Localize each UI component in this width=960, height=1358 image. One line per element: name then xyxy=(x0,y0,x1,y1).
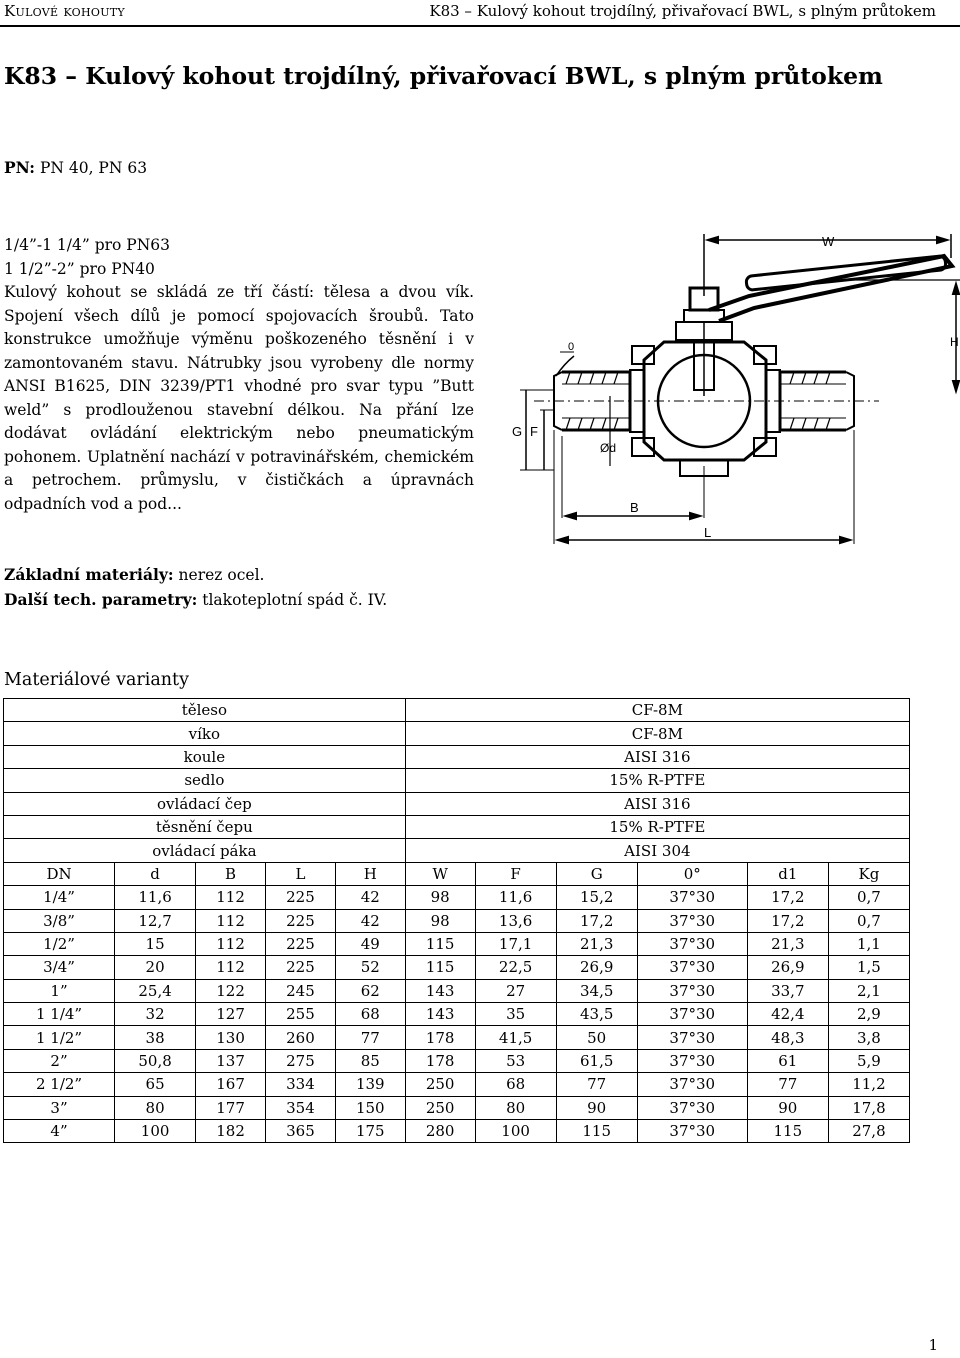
material-value: 15% R-PTFE xyxy=(405,769,909,792)
dimension-cell: 53 xyxy=(475,1049,556,1072)
dimension-cell: 27 xyxy=(475,979,556,1002)
label-od: Ød xyxy=(600,441,617,455)
dimension-cell: 38 xyxy=(115,1026,196,1049)
dimension-cell: 2,1 xyxy=(828,979,909,1002)
valve-drawing xyxy=(504,226,960,548)
dimension-cell: 354 xyxy=(266,1096,336,1119)
tech-parameters-value: tlakoteplotní spád č. IV. xyxy=(202,590,388,609)
label-h: H xyxy=(950,335,959,349)
dimension-cell: 13,6 xyxy=(475,909,556,932)
dimension-header: d1 xyxy=(747,862,828,885)
dimension-header: L xyxy=(266,862,336,885)
dimension-cell: 143 xyxy=(405,1003,475,1026)
base-materials-value: nerez ocel. xyxy=(178,566,265,584)
page-title: K83 – Kulový kohout trojdílný, přivařovací BWL, s plným průtokem xyxy=(4,62,883,90)
dimension-cell: 68 xyxy=(335,1003,405,1026)
material-row xyxy=(4,722,910,745)
header-section: Kulové kohouty xyxy=(4,2,125,20)
dimension-cell: 143 xyxy=(405,979,475,1002)
material-part: sedlo xyxy=(4,769,406,792)
dimension-cell: 3/4” xyxy=(4,956,115,979)
dimension-cell: 77 xyxy=(335,1026,405,1049)
dimension-cell: 167 xyxy=(196,1073,266,1096)
dimension-cell: 26,9 xyxy=(556,956,637,979)
dimension-cell: 50 xyxy=(556,1026,637,1049)
dimension-cell: 255 xyxy=(266,1003,336,1026)
dimension-cell: 21,3 xyxy=(556,932,637,955)
material-part: koule xyxy=(4,745,406,768)
dimension-cell: 1/2” xyxy=(4,932,115,955)
material-row xyxy=(4,745,910,768)
dimension-cell: 130 xyxy=(196,1026,266,1049)
dimension-header: d xyxy=(115,862,196,885)
dimension-cell: 137 xyxy=(196,1049,266,1072)
dimension-cell: 115 xyxy=(405,956,475,979)
dimension-cell: 26,9 xyxy=(747,956,828,979)
dimension-cell: 260 xyxy=(266,1026,336,1049)
dimension-cell: 365 xyxy=(266,1120,336,1143)
material-row xyxy=(4,769,910,792)
dimension-cell: 50,8 xyxy=(115,1049,196,1072)
dimension-row xyxy=(4,1073,910,1096)
pn-label: PN: xyxy=(4,158,35,177)
dimension-header: G xyxy=(556,862,637,885)
description-line-2: 1 1/2”-2” pro PN40 xyxy=(4,259,155,278)
dimension-cell: 80 xyxy=(475,1096,556,1119)
description-body: Kulový kohout se skládá ze tří částí: tělesa a dvou vík. Spojení všech dílů je pomocí spojovacích šroubů. Tato konstrukce umožňuje výměnu poškozeného těsnění i v zamontovaném stavu. Nátrubky jsou vyrobeny dle normy ANSI B1625, DIN 3239/PT1 vhodné pro svar typu ”Butt weld” s prodlouženou stavební délkou. Na přání lze dodávat ovládání elektrickým nebo pneumatickým pohonem. Uplatnění nachází v potravinářském, chemickém a petrochem. průmyslu, v čističkách a úpravnách odpadních vod a pod... xyxy=(4,283,474,513)
dimension-cell: 80 xyxy=(115,1096,196,1119)
material-value: AISI 304 xyxy=(405,839,909,862)
dimension-row xyxy=(4,1003,910,1026)
dimension-cell: 85 xyxy=(335,1049,405,1072)
dimension-cell: 20 xyxy=(115,956,196,979)
dimension-cell: 49 xyxy=(335,932,405,955)
material-value: AISI 316 xyxy=(405,745,909,768)
dimension-cell: 90 xyxy=(747,1096,828,1119)
dimension-cell: 37°30 xyxy=(637,932,747,955)
dimension-cell: 112 xyxy=(196,932,266,955)
dimension-cell: 77 xyxy=(747,1073,828,1096)
dimension-cell: 3/8” xyxy=(4,909,115,932)
dimension-cell: 0,7 xyxy=(828,909,909,932)
dimension-cell: 5,9 xyxy=(828,1049,909,1072)
dimension-row xyxy=(4,1026,910,1049)
dimension-cell: 112 xyxy=(196,909,266,932)
dimension-cell: 122 xyxy=(196,979,266,1002)
material-row xyxy=(4,699,910,722)
dimension-cell: 62 xyxy=(335,979,405,1002)
dimension-cell: 15,2 xyxy=(556,886,637,909)
running-header xyxy=(4,0,936,24)
dimension-cell: 43,5 xyxy=(556,1003,637,1026)
dimension-cell: 1 1/2” xyxy=(4,1026,115,1049)
dimension-cell: 100 xyxy=(115,1120,196,1143)
dimension-cell: 11,2 xyxy=(828,1073,909,1096)
dimension-cell: 61,5 xyxy=(556,1049,637,1072)
dimension-header: DN xyxy=(4,862,115,885)
material-row xyxy=(4,792,910,815)
dimension-cell: 21,3 xyxy=(747,932,828,955)
material-part: víko xyxy=(4,722,406,745)
material-value: CF-8M xyxy=(405,699,909,722)
dimension-cell: 1/4” xyxy=(4,886,115,909)
dimension-cell: 1” xyxy=(4,979,115,1002)
dimension-cell: 334 xyxy=(266,1073,336,1096)
dimension-cell: 98 xyxy=(405,886,475,909)
dimension-cell: 112 xyxy=(196,956,266,979)
label-b: B xyxy=(630,500,639,515)
material-part: ovládací čep xyxy=(4,792,406,815)
page-number: 1 xyxy=(928,1336,938,1354)
dimension-cell: 225 xyxy=(266,956,336,979)
dimension-cell: 225 xyxy=(266,909,336,932)
dimension-cell: 37°30 xyxy=(637,1049,747,1072)
tech-parameters xyxy=(4,588,387,613)
dimension-cell: 11,6 xyxy=(475,886,556,909)
dimension-cell: 1,1 xyxy=(828,932,909,955)
dimension-cell: 15 xyxy=(115,932,196,955)
dimension-header: W xyxy=(405,862,475,885)
label-w: W xyxy=(822,234,835,249)
dimension-header: Kg xyxy=(828,862,909,885)
dimension-cell: 275 xyxy=(266,1049,336,1072)
description xyxy=(4,234,474,516)
dimension-cell: 90 xyxy=(556,1096,637,1119)
dimension-cell: 37°30 xyxy=(637,1096,747,1119)
tech-parameters-label: Další tech. parametry: xyxy=(4,589,198,609)
dimension-cell: 112 xyxy=(196,886,266,909)
dimension-cell: 127 xyxy=(196,1003,266,1026)
dimension-cell: 65 xyxy=(115,1073,196,1096)
dimension-row xyxy=(4,932,910,955)
dimension-cell: 17,1 xyxy=(475,932,556,955)
dimension-cell: 225 xyxy=(266,932,336,955)
material-part: těsnění čepu xyxy=(4,815,406,838)
dimension-cell: 98 xyxy=(405,909,475,932)
dimension-cell: 41,5 xyxy=(475,1026,556,1049)
dimension-cell: 177 xyxy=(196,1096,266,1119)
dimension-cell: 2,9 xyxy=(828,1003,909,1026)
dimension-cell: 17,2 xyxy=(747,909,828,932)
base-materials-label: Základní materiály: xyxy=(4,565,174,584)
dimension-cell: 250 xyxy=(405,1096,475,1119)
dimension-cell: 115 xyxy=(405,932,475,955)
variants-title: Materiálové varianty xyxy=(4,670,189,690)
dimension-cell: 182 xyxy=(196,1120,266,1143)
dimension-header: B xyxy=(196,862,266,885)
dimension-row xyxy=(4,886,910,909)
label-l: L xyxy=(704,525,712,540)
dimension-cell: 52 xyxy=(335,956,405,979)
material-value: CF-8M xyxy=(405,722,909,745)
dimension-cell: 1 1/4” xyxy=(4,1003,115,1026)
dimension-cell: 68 xyxy=(475,1073,556,1096)
dimension-cell: 33,7 xyxy=(747,979,828,1002)
dimension-cell: 250 xyxy=(405,1073,475,1096)
dimension-cell: 42 xyxy=(335,909,405,932)
dimension-cell: 37°30 xyxy=(637,909,747,932)
dimension-cell: 32 xyxy=(115,1003,196,1026)
material-part: těleso xyxy=(4,699,406,722)
dimension-cell: 2” xyxy=(4,1049,115,1072)
dimension-cell: 17,2 xyxy=(556,909,637,932)
dimension-row xyxy=(4,956,910,979)
dimension-cell: 178 xyxy=(405,1049,475,1072)
dimension-cell: 280 xyxy=(405,1120,475,1143)
dimension-cell: 245 xyxy=(266,979,336,1002)
dimension-cell: 3” xyxy=(4,1096,115,1119)
description-line-1: 1/4”-1 1/4” pro PN63 xyxy=(4,236,170,254)
dimension-cell: 48,3 xyxy=(747,1026,828,1049)
label-theta: 0 xyxy=(568,341,575,353)
dimension-cell: 25,4 xyxy=(115,979,196,1002)
dimension-cell: 178 xyxy=(405,1026,475,1049)
pn-value: PN 40, PN 63 xyxy=(39,159,148,177)
material-value: AISI 316 xyxy=(405,792,909,815)
base-materials xyxy=(4,563,387,588)
dimension-row xyxy=(4,909,910,932)
materials-info xyxy=(4,563,387,612)
header-running-title: K83 – Kulový kohout trojdílný, přivařovací BWL, s plným průtokem xyxy=(429,2,936,20)
material-row xyxy=(4,815,910,838)
dimension-cell: 22,5 xyxy=(475,956,556,979)
dimension-header: H xyxy=(335,862,405,885)
material-part: ovládací páka xyxy=(4,839,406,862)
dimension-cell: 175 xyxy=(335,1120,405,1143)
dimension-cell: 34,5 xyxy=(556,979,637,1002)
dimension-header: 0° xyxy=(637,862,747,885)
dimension-cell: 100 xyxy=(475,1120,556,1143)
dimension-cell: 0,7 xyxy=(828,886,909,909)
dimension-cell: 77 xyxy=(556,1073,637,1096)
dimension-cell: 139 xyxy=(335,1073,405,1096)
dimension-cell: 35 xyxy=(475,1003,556,1026)
dimension-cell: 115 xyxy=(747,1120,828,1143)
material-value: 15% R-PTFE xyxy=(405,815,909,838)
label-f: F xyxy=(530,424,538,439)
dimension-cell: 11,6 xyxy=(115,886,196,909)
material-row xyxy=(4,839,910,862)
dimension-cell: 42,4 xyxy=(747,1003,828,1026)
dimension-cell: 225 xyxy=(266,886,336,909)
label-g: G xyxy=(512,424,523,439)
pressure-rating xyxy=(4,158,147,177)
dimension-row xyxy=(4,979,910,1002)
dimension-cell: 115 xyxy=(556,1120,637,1143)
dimension-cell: 1,5 xyxy=(828,956,909,979)
dimension-cell: 42 xyxy=(335,886,405,909)
dimension-cell: 37°30 xyxy=(637,1026,747,1049)
dimension-row xyxy=(4,1120,910,1143)
dimension-cell: 37°30 xyxy=(637,956,747,979)
dimension-cell: 4” xyxy=(4,1120,115,1143)
dimension-header: F xyxy=(475,862,556,885)
dimension-row xyxy=(4,1096,910,1119)
dimension-cell: 17,2 xyxy=(747,886,828,909)
dimension-cell: 61 xyxy=(747,1049,828,1072)
specification-table xyxy=(3,698,910,1143)
dimension-cell: 2 1/2” xyxy=(4,1073,115,1096)
dimension-cell: 12,7 xyxy=(115,909,196,932)
dimension-cell: 37°30 xyxy=(637,886,747,909)
dimension-cell: 3,8 xyxy=(828,1026,909,1049)
dimension-cell: 17,8 xyxy=(828,1096,909,1119)
dimension-cell: 27,8 xyxy=(828,1120,909,1143)
dimension-cell: 37°30 xyxy=(637,1073,747,1096)
dimension-cell: 150 xyxy=(335,1096,405,1119)
dimension-row xyxy=(4,1049,910,1072)
dimension-cell: 37°30 xyxy=(637,1120,747,1143)
dimension-header-row xyxy=(4,862,910,885)
dimension-cell: 37°30 xyxy=(637,979,747,1002)
dimension-cell: 37°30 xyxy=(637,1003,747,1026)
header-rule xyxy=(0,25,960,27)
